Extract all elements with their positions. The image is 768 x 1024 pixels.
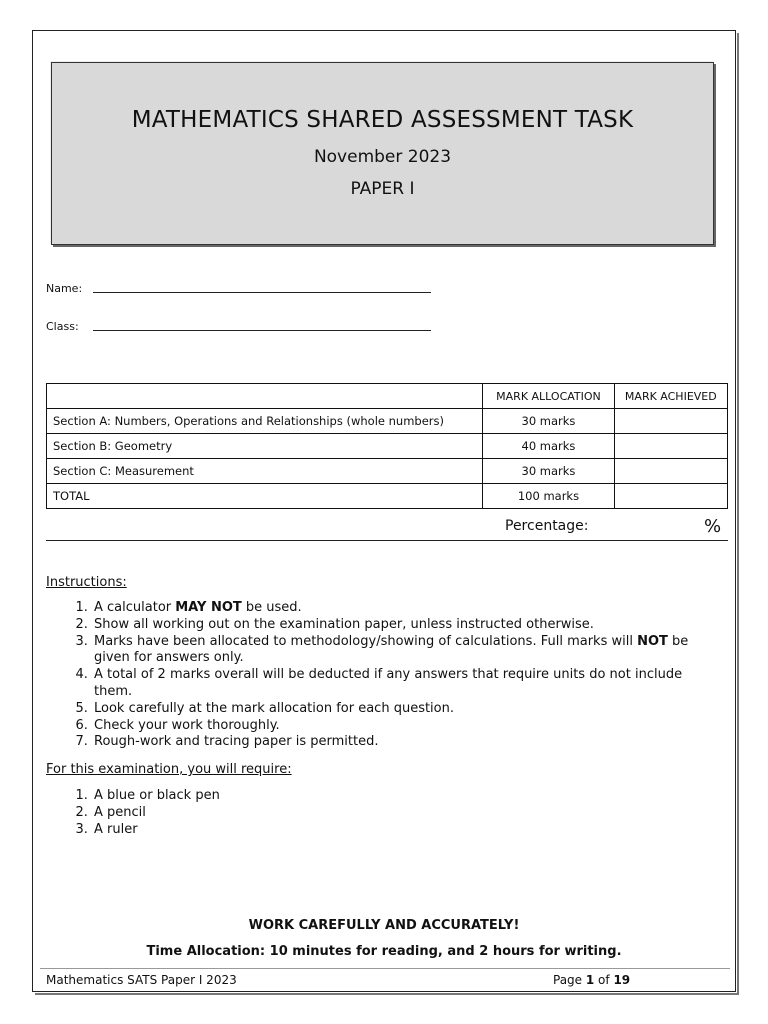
instructions-heading: Instructions: [46, 575, 127, 590]
requirements-heading: For this examination, you will require: [46, 762, 292, 777]
document-date: November 2023 [313, 147, 452, 167]
list-item: 3. A ruler [92, 822, 722, 839]
list-item: 1. A blue or black pen [92, 788, 722, 805]
percentage-sign: % [704, 516, 722, 537]
table-header-achieved: MARK ACHIEVED [614, 384, 727, 409]
percentage-label: Percentage: [505, 518, 589, 534]
title-box [51, 62, 714, 245]
table-header-section [47, 384, 483, 409]
row-section: Section C: Measurement [47, 459, 483, 484]
paper-label: PAPER I [350, 179, 415, 199]
list-item: 2. Show all working out on the examination paper, unless instructed otherwise. [92, 617, 722, 634]
row-allocation: 30 marks [483, 409, 614, 434]
row-achieved[interactable] [614, 459, 727, 484]
table-row [47, 409, 728, 434]
requirements-list [46, 788, 722, 838]
name-label: Name: [46, 282, 83, 295]
table-row [47, 434, 728, 459]
row-achieved[interactable] [614, 434, 727, 459]
percentage-line [46, 540, 728, 541]
footer-divider [40, 968, 730, 969]
list-item: 1. A calculator MAY NOT be used. [92, 600, 722, 617]
row-section: Section A: Numbers, Operations and Relationships (whole numbers) [47, 409, 483, 434]
list-item: 2. A pencil [92, 805, 722, 822]
table-row [47, 459, 728, 484]
name-field[interactable] [93, 292, 431, 293]
time-allocation: Time Allocation: 10 minutes for reading, and 2 hours for writing. [146, 944, 622, 959]
page-number: Page 1 of 19 [553, 973, 631, 987]
row-achieved[interactable] [614, 409, 727, 434]
closing-note: WORK CAREFULLY AND ACCURATELY! [248, 918, 520, 933]
list-item: 6. Check your work thoroughly. [92, 718, 722, 735]
list-item: 4. A total of 2 marks overall will be deducted if any answers that require units do not include them. [92, 667, 722, 701]
class-field[interactable] [93, 330, 431, 331]
class-label: Class: [46, 320, 79, 333]
row-allocation: 40 marks [483, 434, 614, 459]
table-header-allocation: MARK ALLOCATION [483, 384, 614, 409]
table-row-total [47, 484, 728, 509]
row-allocation: 30 marks [483, 459, 614, 484]
table-header-row [47, 384, 728, 409]
list-item: 3. Marks have been allocated to methodology/showing of calculations. Full marks will NOT be given for answers only. [92, 634, 722, 668]
row-section: Section B: Geometry [47, 434, 483, 459]
instructions-list [46, 600, 722, 751]
list-item: 5. Look carefully at the mark allocation for each question. [92, 701, 722, 718]
document-title: MATHEMATICS SHARED ASSESSMENT TASK [131, 107, 634, 133]
row-achieved[interactable] [614, 484, 727, 509]
row-allocation: 100 marks [483, 484, 614, 509]
row-section: TOTAL [47, 484, 483, 509]
list-item: 7. Rough-work and tracing paper is permitted. [92, 734, 722, 751]
footer-title: Mathematics SATS Paper I 2023 [46, 973, 237, 987]
mark-allocation-table [46, 383, 728, 509]
